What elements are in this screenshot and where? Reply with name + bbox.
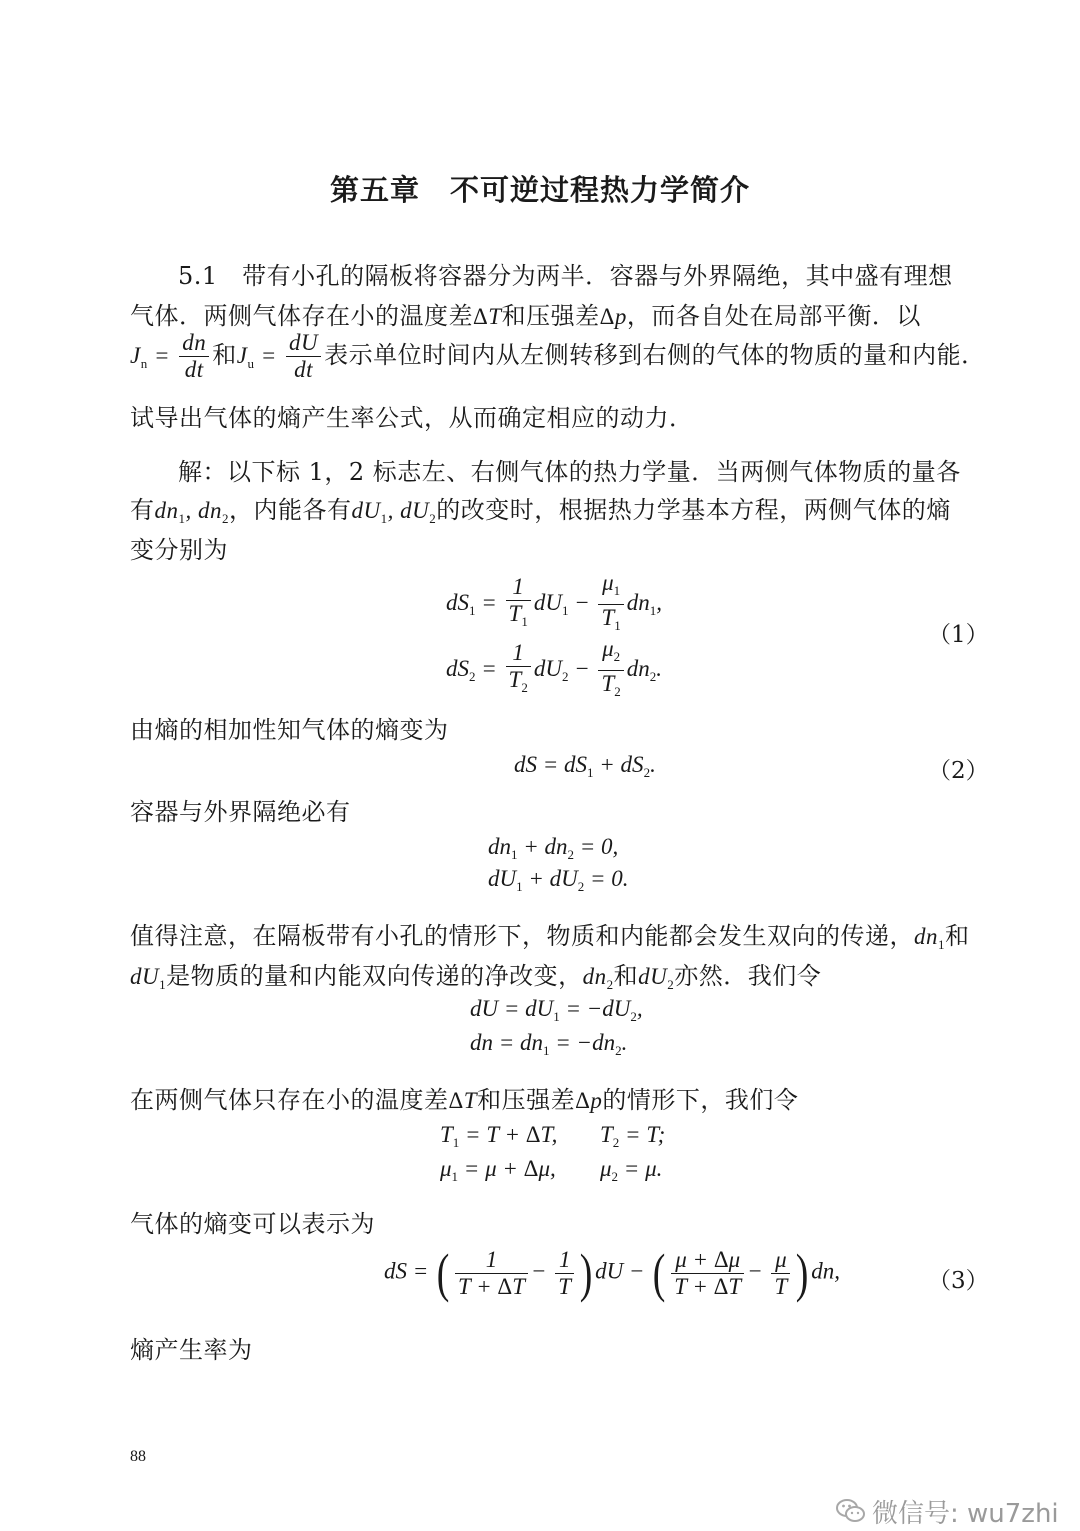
math-dn2: $dn_2$ — [582, 964, 614, 992]
math-delta-t: ΔT — [473, 304, 502, 329]
watermark-text: 微信号: wu7zhi — [872, 1499, 1059, 1529]
production-rate-line: 熵产生率为 — [130, 1336, 253, 1364]
problem-line-1: 5.1 带有小孔的隔板将容器分为两半．容器与外界隔绝，其中盛有理想 — [178, 262, 953, 290]
math-delta-p: Δp — [575, 1088, 603, 1113]
solution-line-3: 变分别为 — [130, 536, 228, 564]
equation-ds1: $dS_1$ = $\frac{1}{T_1}$ $dU_1$ − $\frac{\mu_1}{T_1}$ $dn_1$, — [446, 570, 663, 633]
problem-text: 和压强差 — [501, 302, 600, 330]
math-delta-p: Δp — [599, 304, 627, 329]
note-line-2 — [130, 956, 821, 993]
math-frac-dn-dt: $\frac{dn}{dt}$ — [179, 330, 209, 383]
small-diff-line — [130, 1080, 798, 1115]
equation-ds2: $dS_2$ = $\frac{1}{T_2}$ $dU_2$ − $\frac{\mu_2}{T_2}$ $dn_2$. — [446, 636, 663, 699]
equation-ds-expanded: dS = ( $\frac{1}{T + \Delta T}$ − $\frac{1}{T}$ ) dU − ( $\frac{\mu + \Delta\mu}{T + \Delta T}$ − $\frac{\mu}{T}$ ) dn, — [384, 1243, 841, 1303]
math-du1-du2: $dU_1$, $dU_2$ — [351, 498, 437, 526]
equation-t2: $T_2 = T$; — [600, 1122, 666, 1150]
problem-text: 气体．两侧气体存在小的温度差 — [130, 302, 473, 330]
math-jn: $J_n$ = — [130, 343, 177, 371]
math-delta-t: ΔT — [448, 1088, 478, 1113]
equation-number-1: （1） — [928, 622, 989, 648]
small-diff-text: 的情形下，我们令 — [602, 1086, 799, 1114]
problem-line-4: 试导出气体的熵产生率公式，从而确定相应的动力． — [130, 404, 694, 432]
math-du1: $dU_1$ — [130, 964, 167, 992]
problem-line-3 — [130, 330, 986, 383]
equation-mu1: $\mu_1 = \mu + \Delta\mu$, — [440, 1156, 556, 1184]
note-text: 值得注意，在隔板带有小孔的情形下，物质和内能都会发生双向的传递， — [130, 922, 914, 950]
solution-line-2 — [130, 490, 951, 527]
problem-line-2 — [130, 296, 921, 331]
entropy-change-line: 气体的熵变可以表示为 — [130, 1210, 375, 1238]
problem-text: ，而各自处在局部平衡．以 — [626, 302, 921, 330]
math-dn1: $dn_1$ — [914, 924, 945, 952]
equation-dn-def: dn = $dn_1 = -dn_2$. — [470, 1030, 628, 1058]
math-du2: $dU_2$ — [638, 964, 675, 992]
problem-text: 和 — [212, 341, 237, 369]
math-dn1-dn2: $dn_1$, $dn_2$ — [154, 498, 229, 526]
page-number: 88 — [130, 1448, 146, 1465]
equation-mu2: $\mu_2 = \mu$. — [600, 1156, 663, 1184]
note-text: 亦然．我们令 — [674, 962, 822, 990]
equation-du-sum: $dU_1 + dU_2 = 0$. — [488, 866, 629, 894]
equation-number-2: （2） — [928, 758, 989, 784]
watermark — [836, 1493, 1059, 1531]
small-diff-text: 和压强差 — [477, 1086, 576, 1114]
additivity-line: 由熵的相加性知气体的熵变为 — [130, 716, 449, 744]
equation-du-def: dU = $dU_1 = -dU_2$, — [470, 996, 643, 1024]
math-ju: $J_u$ = — [236, 343, 283, 371]
note-text: 和 — [613, 962, 639, 990]
solution-line-1: 解：以下标 1，2 标志左、右侧气体的热力学量．当两侧气体物质的量各 — [178, 458, 961, 486]
problem-text: 表示单位时间内从左侧转移到右侧的气体的物质的量和内能． — [324, 341, 986, 369]
note-text: 是物质的量和内能双向传递的净改变， — [166, 962, 583, 990]
equation-ds-total: dS = $dS_1 + dS_2$. — [514, 752, 656, 780]
equation-t1: $T_1 = T + \Delta T$, — [440, 1122, 558, 1150]
solution-text: ，内能各有 — [229, 496, 352, 524]
math-frac-du-dt: $\frac{dU}{dt}$ — [286, 330, 321, 383]
solution-text: 有 — [130, 496, 155, 524]
equation-dn-sum: $dn_1 + dn_2 = 0$, — [488, 834, 619, 862]
note-line-1 — [130, 916, 970, 953]
equation-number-3: （3） — [928, 1268, 989, 1294]
wechat-icon — [836, 1498, 866, 1531]
small-diff-text: 在两侧气体只存在小的温度差 — [130, 1086, 449, 1114]
note-text: 和 — [945, 922, 970, 950]
solution-text: 的改变时，根据热力学基本方程，两侧气体的熵 — [436, 496, 951, 524]
isolated-line: 容器与外界隔绝必有 — [130, 798, 351, 826]
chapter-title: 第五章 不可逆过程热力学简介 — [329, 173, 750, 207]
